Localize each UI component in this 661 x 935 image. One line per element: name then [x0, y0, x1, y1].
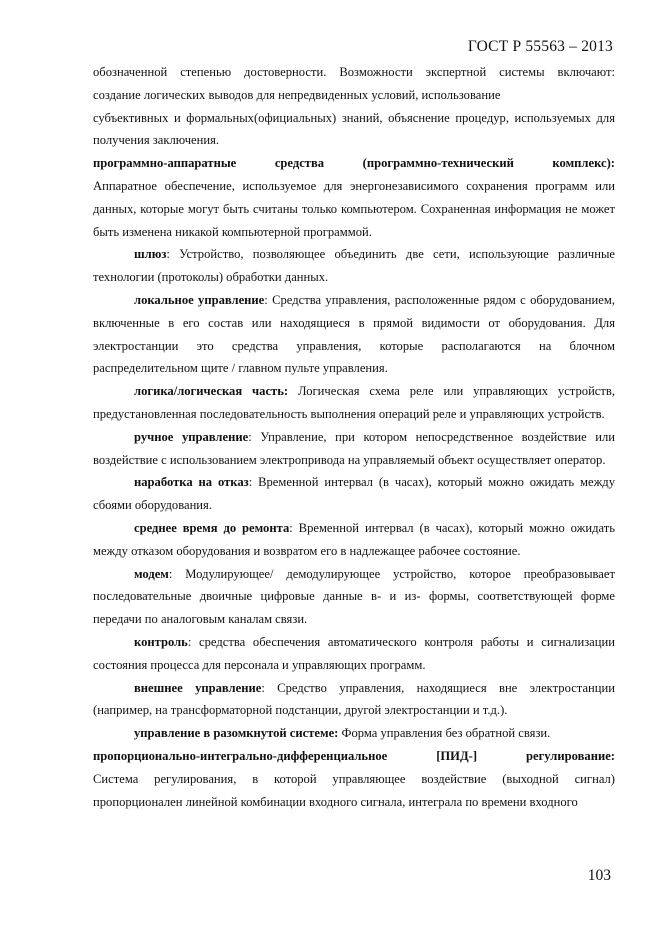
term-entry-local-control	[93, 289, 615, 380]
term-definition: : Временной интервал (в часах), который можно ожидать между сбоями оборудования.	[93, 475, 615, 513]
term-definition: Форма управления без обратной связи.	[338, 726, 551, 741]
term-definition: : Временной интервал (в часах), который можно ожидать между отказом оборудования и возвратом его в надлежащее рабочее состояние.	[93, 520, 615, 558]
term-title: шлюз	[134, 247, 167, 262]
term-title: программно-аппаратные средства (программно-технический комплекс):	[93, 156, 615, 171]
term-definition: : Средства управления, расположенные рядом с оборудованием, включенные в его состав или находящиеся в прямой видимости от оборудования. Для электростанции это средства управления, которые располагаются на блочном распределительном щите / главном пульте управления.	[93, 292, 615, 376]
page-number: 103	[587, 867, 611, 884]
document-body	[93, 61, 615, 813]
term-definition: : Модулирующее/ демодулирующее устройство, которое преобразовывает последовательные двоичные цифровые данные в- и из- формы, соответствующей форме передачи по аналоговым каналам связи.	[93, 566, 615, 627]
term-definition: Система регулирования, в которой управляющее воздействие (выходной сигнал) пропорционален линейной комбинации входного сигнала, интеграла по времени входного	[93, 771, 615, 809]
term-title: управление в разомкнутой системе:	[134, 726, 339, 741]
term-entry-monitoring	[93, 631, 615, 677]
term-title: локальное управление	[134, 292, 265, 307]
term-entry-remote-control	[93, 677, 615, 723]
term-title: ручное управление	[134, 429, 249, 444]
term-entry-open-loop	[93, 722, 615, 745]
intro-line-2: создание логических выводов для непредвиденных условий, использование	[93, 87, 501, 102]
term-title: контроль	[134, 634, 188, 649]
term-title: внешнее управление	[134, 680, 262, 695]
document-header: ГОСТ Р 55563 – 2013	[467, 38, 613, 55]
term-definition: : Управление, при котором непосредственное воздействие или воздействие с использованием электропривода на управляемый объект осуществляет оператор.	[93, 429, 615, 467]
intro-line-3: субъективных и формальных(официальных) знаний, объяснение процедур, используемых для получения заключения.	[93, 110, 615, 148]
term-title: логика/логическая часть:	[134, 384, 289, 399]
term-definition: Аппаратное обеспечение, используемое для энергонезависимого сохранения программ или данных, которые могут быть считаны только компьютером. Сохраненная информация не может быть изменена никакой компьютерной программой.	[93, 178, 615, 239]
term-entry-modem	[93, 563, 615, 631]
term-definition: : средства обеспечения автоматического контроля работы и сигнализации состояния процесса для персонала и управляющих программ.	[93, 634, 615, 672]
term-entry-logic	[93, 380, 615, 426]
term-definition: Логическая схема реле или управляющих устройств, предустановленная последовательность выполнения операций реле и управляющих устройств.	[93, 384, 615, 421]
term-entry-mttr	[93, 517, 615, 563]
term-title: среднее время до ремонта	[134, 520, 290, 535]
term-title: наработка на отказ	[134, 475, 249, 490]
term-definition: : Устройство, позволяющее объединить две сети, использующие различные технологии (протоколы) обработки данных.	[93, 247, 615, 285]
term-entry-mtbf	[93, 471, 615, 517]
term-title: пропорционально-интегрально-дифференциальное [ПИД-] регулирование:	[93, 748, 615, 763]
term-entry-pid	[93, 745, 615, 813]
term-entry-hardware	[93, 152, 615, 243]
term-entry-manual-control	[93, 426, 615, 472]
term-definition: : Средство управления, находящиеся вне электростанции (например, на трансформаторной подстанции, другой электростанции и т.д.).	[93, 680, 615, 718]
term-title: модем	[134, 566, 169, 581]
term-entry-gateway	[93, 243, 615, 289]
intro-line-1: обозначенной степенью достоверности. Возможности экспертной системы включают:	[93, 65, 615, 79]
